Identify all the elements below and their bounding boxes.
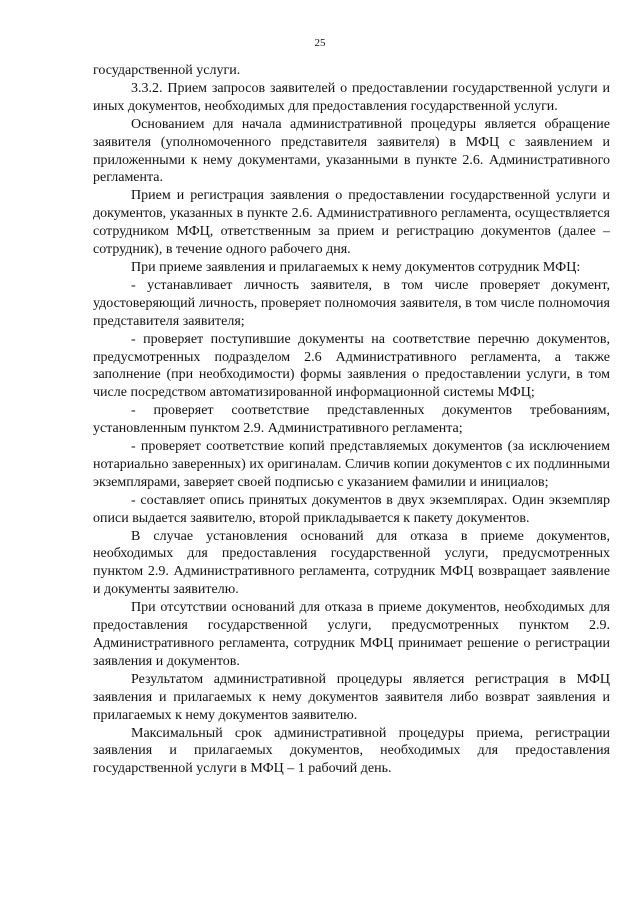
list-item-copies-check: - проверяет соответствие копий представляемых документов (за исключением нотариально заверенных) их оригиналам. Сличив копии документов с их подлинными экземплярами, заверяет своей подписью с указанием фамилии и инициалов; — [93, 439, 610, 490]
paragraph-registration: Прием и регистрация заявления о предоставлении государственной услуги и документов, указанных в пункте 2.6. Административного регламента, осуществляется сотрудником МФЦ, ответственным за прием и регистрацию документов (далее – сотрудник), в течение одного рабочего дня. — [93, 188, 610, 258]
list-item-inventory: - составляет опись принятых документов в двух экземплярах. Один экземпляр описи выдается заявителю, второй прикладывается к пакету документов. — [93, 492, 610, 526]
document-body — [93, 62, 610, 778]
paragraph-intake-intro: При приеме заявления и прилагаемых к нему документов сотрудник МФЦ: — [131, 259, 581, 275]
paragraph-max-term: Максимальный срок административной процедуры приема, регистрации заявления и прилагаемых документов, необходимых для предоставления государственной услуги в МФЦ – 1 рабочий день. — [93, 725, 610, 777]
paragraph-continuation: государственной услуги. — [93, 63, 241, 78]
paragraph-basis: Основанием для начала административной процедуры является обращение заявителя (уполномоченного представителя заявителя) в МФЦ с заявлением и приложенными к нему документами, указанными в пункте 2.6. Административного регламента. — [93, 116, 610, 186]
paragraph-section-heading: 3.3.2. Прием запросов заявителей о предоставлении государственной услуги и иных документов, необходимых для предоставления государственной услуги. — [93, 80, 610, 114]
paragraph-result: Результатом административной процедуры является регистрация в МФЦ заявления и прилагаемых к нему документов заявителя либо возврат заявления и прилагаемых к нему документов заявителю. — [93, 671, 610, 723]
list-item-documents-check: - проверяет поступившие документы на соответствие перечню документов, предусмотренных подразделом 2.6 Административного регламента, а также заполнение (при необходимости) формы заявления о предоставлении услуги, в том числе посредством автоматизированной информационной системы МФЦ; — [93, 331, 610, 401]
paragraph-refusal: В случае установления оснований для отказа в приеме документов, необходимых для предоставления государственной услуги, предусмотренных пунктом 2.9. Административного регламента, сотрудник МФЦ возвращает заявление и документы заявителю. — [93, 528, 610, 598]
list-item-identity-check: - устанавливает личность заявителя, в том числе проверяет документ, удостоверяющий личность, проверяет полномочия заявителя, в том числе полномочия представителя заявителя; — [93, 277, 610, 329]
list-item-requirements-check: - проверяет соответствие представленных документов требованиям, установленным пунктом 2.9. Административного регламента; — [93, 403, 610, 437]
paragraph-acceptance: При отсутствии оснований для отказа в приеме документов, необходимых для предоставления государственной услуги, предусмотренных пунктом 2.9. Административного регламента, сотрудник МФЦ принимает решение о регистрации заявления и документов. — [93, 600, 610, 669]
page-number: 25 — [314, 37, 326, 49]
